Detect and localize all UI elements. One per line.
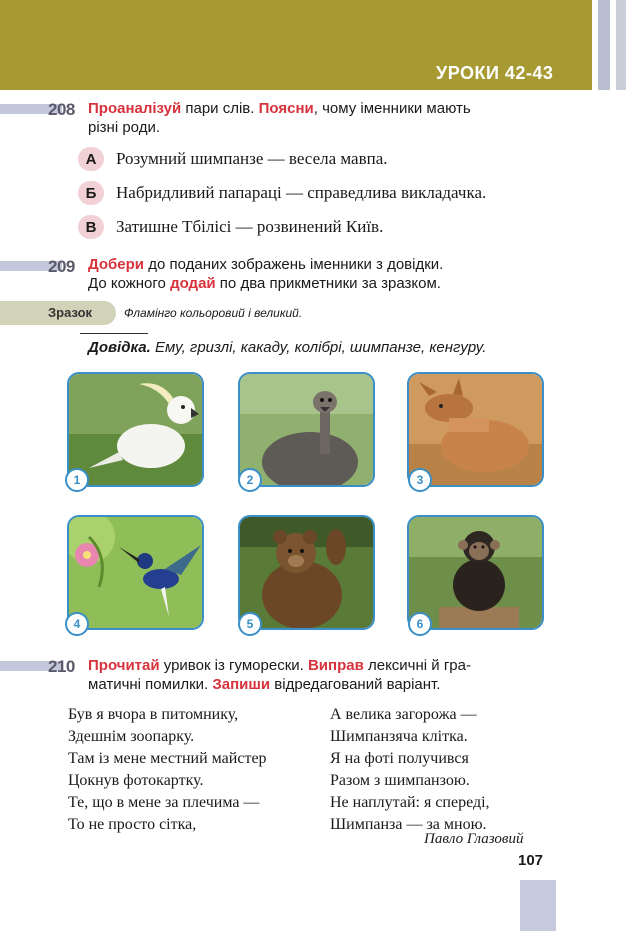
sample-label: Зразок (48, 305, 93, 320)
page-edge-bar (520, 880, 556, 931)
emu-photo (238, 372, 375, 487)
poem-line: А велика загорожа — (330, 706, 477, 723)
poem-line: Я на фоті получився (330, 750, 469, 767)
task-209-verb-add: додай (170, 275, 216, 292)
pair-letter-a: А (78, 147, 104, 171)
sample-text: Фламінго кольоровий і великий. (124, 306, 303, 320)
page-number: 107 (518, 852, 544, 869)
poem-line: Шимпанза — за мною. (330, 816, 487, 833)
poem-line: То не просто сітка, (68, 816, 197, 833)
poem-line: Не наплутай: я спереді, (330, 794, 490, 811)
photo-number-4: 4 (65, 612, 89, 636)
task-208-instruction: Проаналізуй пари слів. Поясни, чому іменники мають різні роди. (88, 100, 471, 136)
reference-label: Довідка. (88, 339, 151, 356)
cockatoo-photo (67, 372, 204, 487)
reference-note (88, 339, 486, 356)
task-208-number: 208 (48, 100, 75, 119)
reference-divider (80, 333, 148, 334)
pair-text-b: Набридливий папараці — справедлива викладачка. (116, 183, 487, 202)
header-stripe-b (616, 0, 626, 90)
pair-text-a: Розумний шимпанзе — весела мавпа. (116, 149, 388, 168)
poem-line: Там із мене местний майстер (68, 750, 267, 767)
photo-number-6: 6 (408, 612, 432, 636)
poem-line: Здешнім зоопарку. (68, 728, 195, 745)
poem-line: Те, що в мене за плечима — (68, 794, 260, 811)
hummingbird-photo (67, 515, 204, 630)
poem-line: Разом з шимпанзою. (330, 772, 470, 789)
photo-number-1: 1 (65, 468, 89, 492)
task-210-number: 210 (48, 657, 75, 676)
poem-line: Шимпанзяча клітка. (330, 728, 468, 745)
task-210-instruction: Прочитай уривок із гуморески. Виправ лексичні й гра- матичні помилки. Запиши відредагований варіант. (88, 657, 471, 693)
reference-words: Ему, гризлі, какаду, колібрі, шимпанзе, кенгуру. (150, 339, 487, 356)
grizzly-photo (238, 515, 375, 630)
task-209-verb-choose: Добери (88, 256, 145, 273)
chimpanzee-photo (407, 515, 544, 630)
task-208-verb-analyze: Проаналізуй (88, 100, 182, 117)
lessons-title: УРОКИ 42-43 (436, 63, 554, 83)
poem-left-column (68, 704, 267, 836)
photo-number-5: 5 (238, 612, 262, 636)
poem-line: Цокнув фотокартку. (68, 772, 204, 789)
task-208-verb-explain: Поясни (258, 100, 314, 117)
task-210-verb-correct: Виправ (307, 657, 364, 674)
page-header (0, 0, 638, 90)
pair-letter-c: В (78, 215, 104, 239)
header-stripe-a (598, 0, 610, 90)
pair-letter-b: Б (78, 181, 104, 205)
pair-text-c: Затишне Тбілісі — розвинений Київ. (116, 217, 384, 236)
poem-author: Павло Глазовий (424, 831, 524, 847)
photo-number-2: 2 (238, 468, 262, 492)
task-210-verb-write: Запиши (212, 676, 271, 693)
task-209-number: 209 (48, 257, 75, 276)
task-209-instruction: Добери до поданих зображень іменники з довідки. До кожного додай по два прикметники за зразком. (88, 256, 444, 292)
photo-number-3: 3 (408, 468, 432, 492)
poem-line: Був я вчора в питомнику, (68, 706, 239, 723)
poem-right-column (330, 704, 490, 836)
task-210-verb-read: Прочитай (88, 657, 160, 674)
